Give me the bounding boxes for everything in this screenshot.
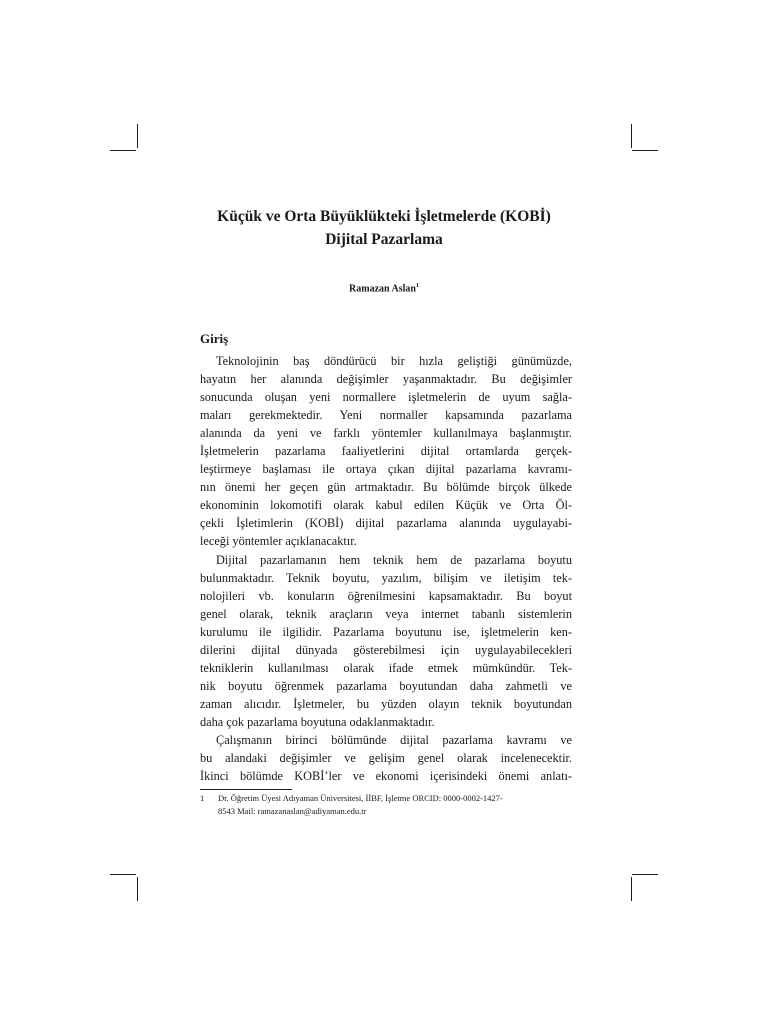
body-text [200,352,572,785]
footnote-body [218,792,572,817]
paragraph-line: bulunmaktadır. Teknik boyutu, yazılım, bilişim ve iletişim tek- [200,570,572,585]
footnote-number: 1 [200,793,205,803]
paragraph-line: İşletmelerin pazarlama faaliyetlerini dijital ortamlarda gerçek- [200,444,572,459]
paragraph [200,551,572,731]
paragraph-line: İkinci bölümde KOBİ’ler ve ekonomi içerisindeki önemi anlatı- [200,769,572,784]
paragraph-line: leştirmeye başlaması ile ortaya çıkan dijital pazarlama kavramı- [200,462,572,477]
paragraph-line: alanında da yeni ve farklı yöntemler kullanılmaya başlanmıştır. [200,426,572,441]
paragraph-line: nın önemi her geçen gün artmaktadır. Bu bölümde birçok ülkede [200,480,572,495]
crop-mark-top-right-vertical [631,124,632,148]
paragraph-line: hayatın her alanında değişimler yaşanmaktadır. Bu değişimler [200,372,572,387]
paragraph-line: Teknolojinin baş döndürücü bir hızla geliştiği günümüzde, [216,354,572,368]
section-heading: Giriş [200,331,229,346]
paragraph-line: Çalışmanın birinci bölümünde dijital pazarlama kavramı ve [216,732,572,747]
crop-mark-bottom-left-vertical [137,877,138,901]
footnote-line-1: Dr. Öğretim Üyesi Adıyaman Üniversitesi, İİBF, İşletme ORCID: 0000-0002-1427- [218,793,503,803]
paragraph-line: sonucunda oluşan yeni normallere işletmelerin de uyum sağla- [200,390,572,405]
paragraph-line: tekniklerin kullanılması olarak ifade etmek mümkündür. Tek- [200,660,572,675]
crop-mark-top-right-horizontal [632,150,658,151]
paragraph-line: ekonominin lokomotifi olarak kabul edilen Küçük ve Orta Öl- [200,498,572,513]
paragraph-line: nik boyutu öğrenmek pazarlama boyutundan daha zahmetli ve [200,678,572,693]
paragraph-line: Dijital pazarlamanın hem teknik hem de pazarlama boyutu [216,552,572,567]
chapter-title-line-2: Dijital Pazarlama [325,231,443,248]
paragraph-line: çekli İşletimlerin (KOBİ) dijital pazarlama alanında uygulayabi- [200,516,572,531]
paragraph-line: genel olarak, teknik araçların veya internet tabanlı sistemlerin [200,606,572,621]
chapter-title-line-1: Küçük ve Orta Büyüklükteki İşletmelerde (KOBİ) [217,208,551,225]
crop-mark-bottom-right-vertical [631,877,632,901]
paragraph-container [200,352,572,785]
paragraph-line: daha çok pazarlama boyutuna odaklanmaktadır. [200,714,435,729]
paragraph-line: kurulumu ile ilgilidir. Pazarlama boyutunu ise, işletmelerin ken- [200,624,572,639]
paragraph-line: dilerini dijital dünyada gösterebilmesi için uygulayabilecekleri [200,642,572,657]
chapter-title [0,205,768,251]
crop-mark-bottom-left-horizontal [110,874,136,875]
crop-mark-bottom-right-horizontal [632,874,658,875]
paragraph-line: bu alandaki değişimler ve gelişim genel olarak incelenecektir. [200,751,572,766]
paragraph-line: maları gerekmektedir. Yeni normaller kapsamında pazarlama [200,408,572,423]
author-name: Ramazan Aslan [349,283,416,295]
paragraph-line: zaman alıcıdır. İşletmeler, bu yüzden olayın teknik boyutundan [200,696,572,711]
author-footnote-mark: 1 [415,283,419,289]
footnote [200,792,572,817]
paragraph [200,731,572,785]
footnote-line-2: 8543 Mail: ramazanaslan@adiyaman.edu.tr [218,805,367,816]
paragraph-line: leceği yöntemler açıklanacaktır. [200,534,357,549]
paragraph-line: nolojileri vb. konuların öğrenilmesini kapsamaktadır. Bu boyut [200,588,572,603]
author-byline [0,283,768,294]
footnote-rule [200,789,292,790]
crop-mark-top-left-horizontal [110,150,136,151]
crop-mark-top-left-vertical [137,124,138,148]
paragraph [200,352,572,551]
